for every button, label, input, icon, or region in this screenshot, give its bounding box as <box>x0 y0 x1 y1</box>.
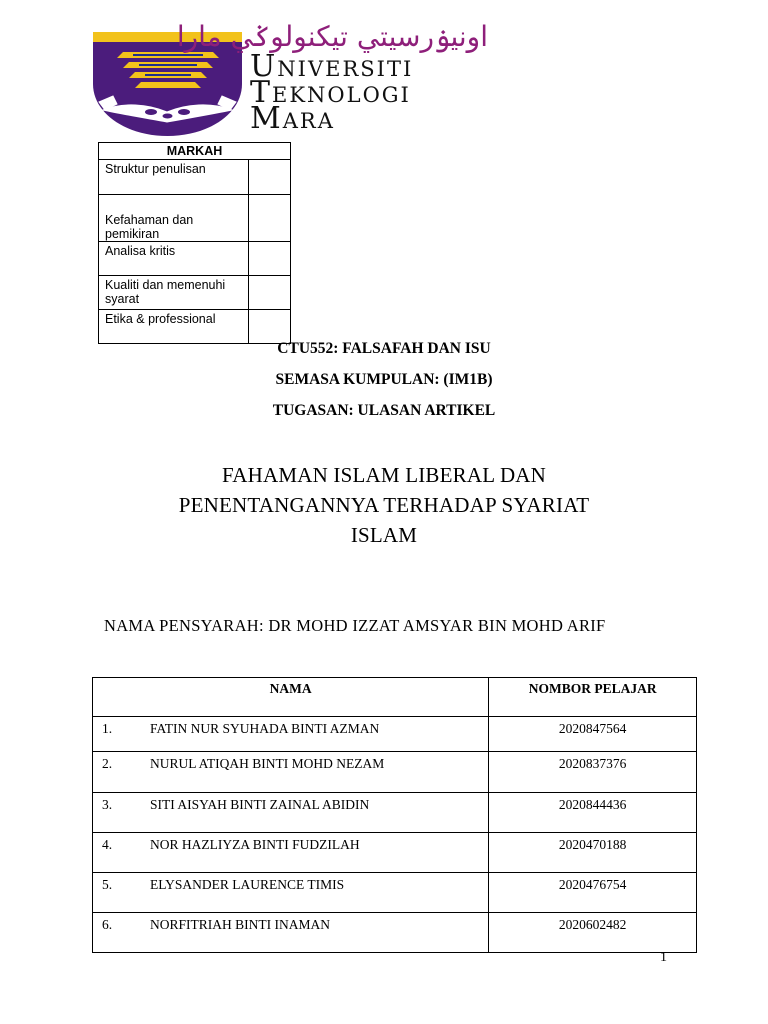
criterion-label: Struktur penulisan <box>99 160 249 195</box>
row-number: 1. <box>102 721 113 736</box>
table-row <box>93 717 697 752</box>
table-row <box>93 833 697 873</box>
uitm-jawi-wordmark: اونيۏرسيتي تيكنولوݢي مارا <box>176 20 488 53</box>
row-number: 5. <box>102 877 113 892</box>
student-number: 2020837376 <box>489 752 697 793</box>
student-name-cell <box>93 717 489 752</box>
student-number: 2020602482 <box>489 913 697 953</box>
table-row <box>93 873 697 913</box>
course-group: SEMASA KUMPULAN: (IM1B) <box>275 371 493 388</box>
title-line-2: PENENTANGANNYA TERHADAP SYARIAT <box>178 493 590 517</box>
student-number: 2020476754 <box>489 873 697 913</box>
criterion-score-cell <box>248 195 290 242</box>
course-code: CTU552: FALSAFAH DAN ISU <box>277 340 491 357</box>
row-number: 2. <box>102 756 113 771</box>
criterion-label: Etika & professional <box>99 310 249 344</box>
table-row <box>93 793 697 833</box>
student-name: NORFITRIAH BINTI INAMAN <box>150 917 330 932</box>
criterion-label: Kualiti dan memenuhi syarat <box>99 276 249 310</box>
students-table <box>92 677 697 953</box>
student-name: SITI AISYAH BINTI ZAINAL ABIDIN <box>150 797 370 812</box>
column-header-name: NAMA <box>93 678 489 717</box>
criterion-label: Kefahaman dan pemikiran <box>99 195 249 242</box>
uitm-wordmark <box>250 49 414 136</box>
criterion-score-cell <box>248 310 290 344</box>
course-task: TUGASAN: ULASAN ARTIKEL <box>272 402 496 419</box>
student-number: 2020470188 <box>489 833 697 873</box>
markah-header: MARKAH <box>99 143 291 160</box>
row-number: 4. <box>102 837 113 852</box>
column-header-student-number: NOMBOR PELAJAR <box>489 678 697 717</box>
student-name: NOR HAZLIYZA BINTI FUDZILAH <box>150 837 360 852</box>
student-name-cell <box>93 752 489 793</box>
title-line-3: ISLAM <box>350 523 418 547</box>
student-name-cell <box>93 833 489 873</box>
table-row <box>93 752 697 793</box>
criterion-score-cell <box>248 160 290 195</box>
student-name: ELYSANDER LAURENCE TIMIS <box>150 877 345 892</box>
wordmark-line-2: Teknologi <box>250 75 411 110</box>
row-number: 6. <box>102 917 113 932</box>
student-name-cell <box>93 913 489 953</box>
criterion-label: Analisa kritis <box>99 242 249 276</box>
criterion-score-cell <box>248 276 290 310</box>
article-title <box>0 460 768 550</box>
student-name-cell <box>93 793 489 833</box>
student-number: 2020844436 <box>489 793 697 833</box>
student-name-cell <box>93 873 489 913</box>
criterion-score-cell <box>248 242 290 276</box>
lecturer-name: NAMA PENSYARAH: DR MOHD IZZAT AMSYAR BIN MOHD ARIF <box>104 616 606 635</box>
student-number: 2020847564 <box>489 717 697 752</box>
markah-table <box>98 142 291 344</box>
row-number: 3. <box>102 797 113 812</box>
page-number: 1 <box>660 950 667 965</box>
student-name: NURUL ATIQAH BINTI MOHD NEZAM <box>150 756 385 771</box>
wordmark-line-1: Universiti <box>250 49 414 84</box>
wordmark-line-3: Mara <box>250 101 335 136</box>
student-name: FATIN NUR SYUHADA BINTI AZMAN <box>150 721 380 736</box>
table-row <box>93 913 697 953</box>
title-line-1: FAHAMAN ISLAM LIBERAL DAN <box>221 463 547 487</box>
